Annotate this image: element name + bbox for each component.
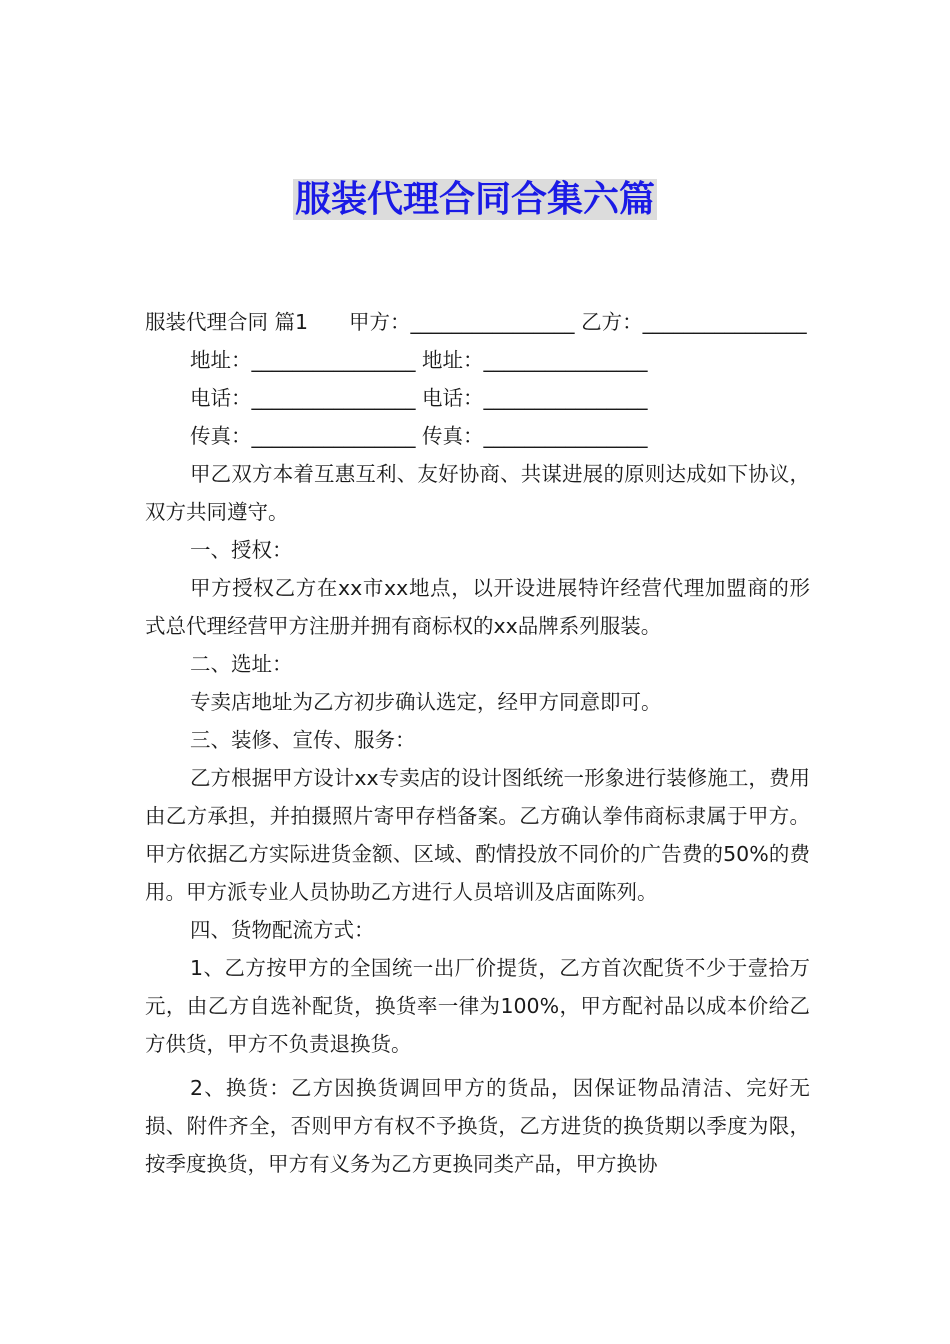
paragraph-intro: 甲乙双方本着互惠互利、友好协商、共谋进展的原则达成如下协议，双方共同遵守。 (145, 462, 810, 524)
document-body (145, 303, 810, 1183)
paragraph-site: 专卖店地址为乙方初步确认选定，经甲方同意即可。 (190, 690, 662, 714)
paragraph-distribution-2: 2、换货：乙方因换货调回甲方的货品，因保证物品清洁、完好无损、附件齐全，否则甲方有权不予换货，乙方进货的换货期以季度为限，按季度换货，甲方有义务为乙方更换同类产品，甲方换协 (145, 1076, 810, 1176)
section-heading-decoration: 三、装修、宣传、服务： (190, 728, 416, 752)
section-heading-authorization: 一、授权： (190, 538, 293, 562)
paragraph-phone: 电话：________________ 电话：________________ (190, 386, 648, 410)
document-title (0, 176, 950, 224)
paragraph-fax: 传真：________________ 传真：________________ (190, 424, 648, 448)
section-heading-site: 二、选址： (190, 652, 293, 676)
paragraph-distribution-1: 1、乙方按甲方的全国统一出厂价提货，乙方首次配货不少于壹拾万元，由乙方自选补配货，换货率一律为100%，甲方配衬品以成本价给乙方供货，甲方不负责退换货。 (145, 956, 810, 1056)
paragraph-address: 地址：________________ 地址：________________ (190, 348, 648, 372)
document-title-text: 服装代理合同合集六篇 (294, 179, 655, 220)
paragraph-authorization: 甲方授权乙方在xx市xx地点，以开设进展特许经营代理加盟商的形式总代理经营甲方注册并拥有商标权的xx品牌系列服装。 (145, 576, 810, 638)
paragraph-contract-header: 服装代理合同 篇1 甲方：________________ 乙方：________________ (145, 310, 807, 334)
section-heading-distribution: 四、货物配流方式： (190, 918, 375, 942)
paragraph-decoration: 乙方根据甲方设计xx专卖店的设计图纸统一形象进行装修施工，费用由乙方承担，并拍摄照片寄甲存档备案。乙方确认拳伟商标隶属于甲方。甲方依据乙方实际进货金额、区域、酌情投放不同价的广告费的50%的费用。甲方派专业人员协助乙方进行人员培训及店面陈列。 (145, 766, 810, 904)
